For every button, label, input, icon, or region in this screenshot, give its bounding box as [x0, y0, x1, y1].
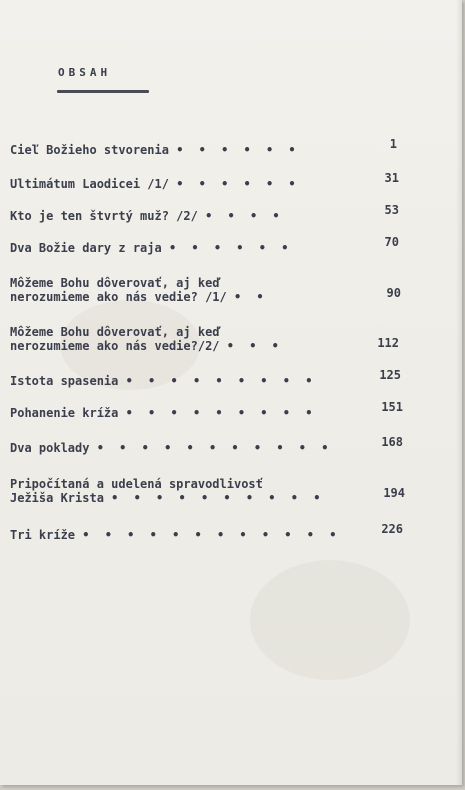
toc-entry	[10, 522, 405, 542]
toc-entry-title-continued: nerozumieme ako nás vedie?/2/	[10, 339, 220, 353]
toc-entry	[10, 400, 405, 420]
toc-entry-title: Dva poklady	[10, 441, 90, 455]
toc-entry-title: Cieľ Božieho stvorenia	[10, 143, 169, 157]
toc-heading: OBSAH	[58, 66, 112, 79]
toc-entry-title: Pohanenie kríža	[10, 406, 119, 420]
toc-entry-title: Pripočítaná a udelená spravodlivosť	[10, 477, 263, 491]
toc-entry	[10, 137, 405, 157]
toc-leader: • • • • • • • • • •	[111, 491, 325, 505]
toc-page-number: 112	[377, 336, 399, 350]
toc-page-number: 70	[384, 235, 399, 249]
toc-leader: • • • • • • • • • • • •	[82, 528, 341, 542]
toc-leader: • • • • • •	[168, 241, 293, 255]
toc-entry	[10, 171, 405, 191]
toc-leader: • • •	[226, 339, 283, 353]
toc-entry-title: Ultimátum Laodicei /1/	[10, 177, 169, 191]
toc-page-number: 168	[381, 435, 403, 449]
toc-leader: • • • • • •	[176, 143, 300, 157]
toc-page-number: 125	[379, 368, 401, 382]
toc-entry	[10, 368, 405, 388]
toc-entry	[10, 477, 405, 505]
toc-entry-title: Môžeme Bohu dôverovať, aj keď	[10, 325, 220, 339]
toc-entry-title: Dva Božie dary z raja	[10, 241, 162, 255]
toc-entry-title: Istota spasenia	[10, 374, 119, 388]
toc-entry-title-continued: Ježiša Krista	[10, 491, 104, 505]
toc-page-number: 53	[384, 203, 399, 217]
toc-entry-title: Tri kríže	[10, 528, 76, 542]
toc-entry	[10, 203, 405, 223]
toc-leader: • •	[233, 290, 268, 304]
toc-leader: • • • • • • • • •	[125, 406, 317, 420]
toc-page-number: 226	[381, 522, 403, 536]
toc-page-number: 1	[389, 137, 397, 151]
toc-entry	[10, 235, 405, 255]
toc-page-number: 31	[384, 171, 399, 185]
toc-page-number: 90	[386, 286, 401, 300]
toc-entry	[10, 325, 405, 353]
toc-leader: • • • • • • • • •	[125, 374, 317, 388]
toc-entry-title-continued: nerozumieme ako nás vedie? /1/	[10, 290, 227, 304]
toc-entry	[10, 435, 405, 455]
toc-entry-title: Kto je ten štvrtý muž? /2/	[10, 209, 198, 223]
toc-page-number: 151	[381, 400, 403, 414]
toc-page-number: 194	[383, 486, 405, 500]
toc-leader: • • • •	[205, 209, 284, 223]
toc-leader: • • • • • •	[176, 177, 300, 191]
toc-entry	[10, 276, 405, 304]
toc-leader: • • • • • • • • • • •	[96, 441, 333, 455]
toc-entry-title: Môžeme Bohu dôverovať, aj keď	[10, 276, 220, 290]
